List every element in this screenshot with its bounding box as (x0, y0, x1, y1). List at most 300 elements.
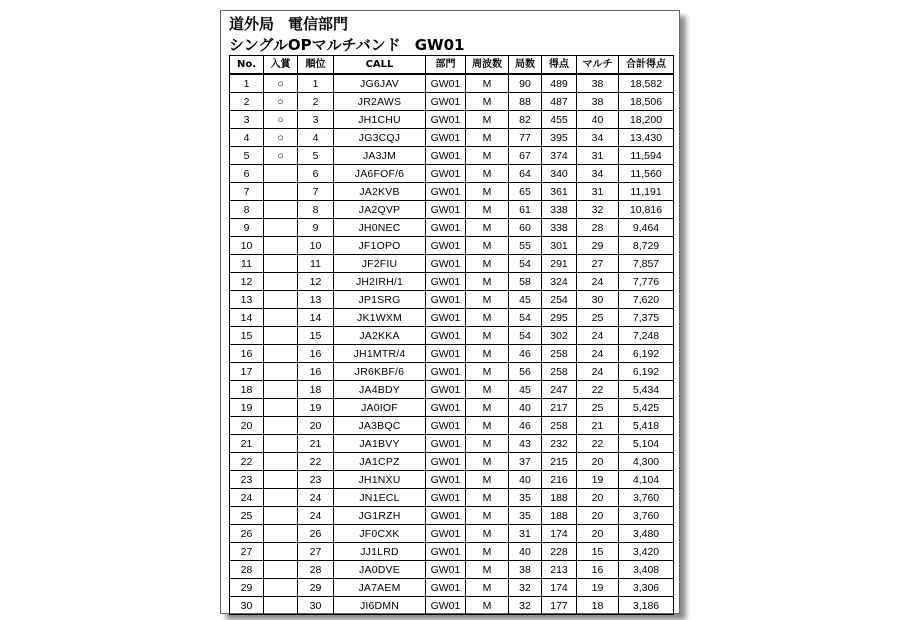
table-header-row (230, 56, 674, 75)
cell-award: ○ (264, 74, 298, 93)
cell-points: 215 (542, 453, 577, 471)
cell-rank: 13 (298, 291, 334, 309)
cell-rank: 29 (298, 579, 334, 597)
cell-award (264, 417, 298, 435)
cell-qso: 37 (509, 453, 542, 471)
cell-division: GW01 (426, 255, 466, 273)
cell-call: JK1WXM (334, 309, 426, 327)
cell-total: 9,464 (619, 219, 674, 237)
cell-no: 27 (230, 543, 264, 561)
subtitle-code: GW01 (414, 36, 465, 54)
cell-rank: 23 (298, 471, 334, 489)
cell-no: 16 (230, 345, 264, 363)
cell-no: 2 (230, 93, 264, 111)
cell-total: 6,192 (619, 345, 674, 363)
cell-award: ○ (264, 147, 298, 165)
table-row (230, 561, 674, 579)
cell-frequency: M (466, 93, 509, 111)
col-header-qso: 局数 (509, 56, 542, 75)
cell-call: JF0CXK (334, 525, 426, 543)
cell-total: 8,729 (619, 237, 674, 255)
cell-qso: 31 (509, 525, 542, 543)
cell-rank: 11 (298, 255, 334, 273)
cell-frequency: M (466, 579, 509, 597)
cell-no: 7 (230, 183, 264, 201)
cell-frequency: M (466, 417, 509, 435)
cell-qso: 56 (509, 363, 542, 381)
cell-division: GW01 (426, 579, 466, 597)
cell-points: 361 (542, 183, 577, 201)
cell-frequency: M (466, 147, 509, 165)
cell-no: 26 (230, 525, 264, 543)
cell-award (264, 255, 298, 273)
cell-division: GW01 (426, 363, 466, 381)
subtitle-division: シングルOPマルチバンド (229, 36, 401, 54)
cell-award (264, 291, 298, 309)
cell-multi: 24 (577, 273, 619, 291)
cell-qso: 82 (509, 111, 542, 129)
cell-call: JA7AEM (334, 579, 426, 597)
cell-multi: 20 (577, 507, 619, 525)
cell-multi: 15 (577, 543, 619, 561)
cell-no: 28 (230, 561, 264, 579)
cell-qso: 45 (509, 291, 542, 309)
col-header-frequency: 周波数 (466, 56, 509, 75)
cell-division: GW01 (426, 129, 466, 147)
table-body (230, 74, 674, 615)
cell-no: 15 (230, 327, 264, 345)
cell-total: 7,620 (619, 291, 674, 309)
cell-frequency: M (466, 489, 509, 507)
cell-call: JR2AWS (334, 93, 426, 111)
cell-rank: 28 (298, 561, 334, 579)
cell-award (264, 453, 298, 471)
cell-award (264, 597, 298, 615)
cell-no: 23 (230, 471, 264, 489)
table-row (230, 129, 674, 147)
cell-frequency: M (466, 183, 509, 201)
cell-total: 11,560 (619, 165, 674, 183)
cell-total: 5,425 (619, 399, 674, 417)
cell-qso: 61 (509, 201, 542, 219)
cell-division: GW01 (426, 219, 466, 237)
cell-no: 6 (230, 165, 264, 183)
cell-frequency: M (466, 327, 509, 345)
title-category: 電信部門 (288, 15, 349, 33)
cell-multi: 31 (577, 183, 619, 201)
cell-total: 18,506 (619, 93, 674, 111)
table-row (230, 399, 674, 417)
table-row (230, 435, 674, 453)
cell-total: 7,857 (619, 255, 674, 273)
cell-total: 3,408 (619, 561, 674, 579)
cell-call: JA6FOF/6 (334, 165, 426, 183)
cell-qso: 35 (509, 507, 542, 525)
cell-total: 11,594 (619, 147, 674, 165)
cell-division: GW01 (426, 309, 466, 327)
cell-multi: 24 (577, 363, 619, 381)
cell-frequency: M (466, 273, 509, 291)
table-row (230, 579, 674, 597)
table-row (230, 111, 674, 129)
cell-qso: 65 (509, 183, 542, 201)
cell-points: 455 (542, 111, 577, 129)
cell-call: JN1ECL (334, 489, 426, 507)
cell-no: 9 (230, 219, 264, 237)
cell-rank: 4 (298, 129, 334, 147)
cell-division: GW01 (426, 237, 466, 255)
cell-call: JA3JM (334, 147, 426, 165)
cell-qso: 64 (509, 165, 542, 183)
cell-no: 14 (230, 309, 264, 327)
cell-award (264, 507, 298, 525)
cell-points: 216 (542, 471, 577, 489)
title-region: 道外局 (229, 15, 275, 33)
cell-call: JH1CHU (334, 111, 426, 129)
cell-no: 13 (230, 291, 264, 309)
cell-points: 374 (542, 147, 577, 165)
cell-no: 5 (230, 147, 264, 165)
cell-frequency: M (466, 363, 509, 381)
cell-points: 228 (542, 543, 577, 561)
cell-no: 8 (230, 201, 264, 219)
cell-call: JH0NEC (334, 219, 426, 237)
cell-call: JG3CQJ (334, 129, 426, 147)
cell-qso: 40 (509, 543, 542, 561)
cell-points: 177 (542, 597, 577, 615)
cell-call: JA0IOF (334, 399, 426, 417)
cell-qso: 32 (509, 579, 542, 597)
cell-multi: 38 (577, 74, 619, 93)
cell-qso: 54 (509, 327, 542, 345)
cell-call: JF1OPO (334, 237, 426, 255)
cell-multi: 19 (577, 579, 619, 597)
cell-division: GW01 (426, 561, 466, 579)
cell-multi: 16 (577, 561, 619, 579)
cell-frequency: M (466, 525, 509, 543)
cell-multi: 24 (577, 345, 619, 363)
table-row (230, 273, 674, 291)
cell-division: GW01 (426, 399, 466, 417)
cell-rank: 19 (298, 399, 334, 417)
cell-multi: 34 (577, 165, 619, 183)
cell-award (264, 219, 298, 237)
table-row (230, 327, 674, 345)
cell-rank: 21 (298, 435, 334, 453)
page-subtitle (229, 34, 464, 55)
col-header-award: 入賞 (264, 56, 298, 75)
cell-division: GW01 (426, 93, 466, 111)
cell-rank: 18 (298, 381, 334, 399)
cell-no: 25 (230, 507, 264, 525)
cell-points: 213 (542, 561, 577, 579)
cell-call: JI6DMN (334, 597, 426, 615)
cell-no: 29 (230, 579, 264, 597)
cell-qso: 46 (509, 417, 542, 435)
table-row (230, 183, 674, 201)
cell-total: 10,816 (619, 201, 674, 219)
results-sheet (220, 10, 680, 614)
cell-call: JH1MTR/4 (334, 345, 426, 363)
cell-rank: 22 (298, 453, 334, 471)
table-row (230, 237, 674, 255)
cell-frequency: M (466, 291, 509, 309)
cell-frequency: M (466, 237, 509, 255)
cell-award (264, 435, 298, 453)
cell-total: 11,191 (619, 183, 674, 201)
cell-frequency: M (466, 471, 509, 489)
col-header-call: CALL (334, 56, 426, 75)
cell-rank: 14 (298, 309, 334, 327)
cell-frequency: M (466, 165, 509, 183)
cell-total: 6,192 (619, 363, 674, 381)
cell-no: 4 (230, 129, 264, 147)
cell-division: GW01 (426, 273, 466, 291)
cell-points: 174 (542, 579, 577, 597)
cell-multi: 29 (577, 237, 619, 255)
cell-points: 188 (542, 489, 577, 507)
table-row (230, 543, 674, 561)
cell-qso: 38 (509, 561, 542, 579)
cell-multi: 25 (577, 399, 619, 417)
cell-no: 3 (230, 111, 264, 129)
cell-points: 291 (542, 255, 577, 273)
cell-qso: 55 (509, 237, 542, 255)
cell-multi: 32 (577, 201, 619, 219)
cell-multi: 19 (577, 471, 619, 489)
cell-frequency: M (466, 543, 509, 561)
cell-division: GW01 (426, 201, 466, 219)
table-row (230, 345, 674, 363)
cell-frequency: M (466, 561, 509, 579)
cell-award: ○ (264, 93, 298, 111)
cell-multi: 18 (577, 597, 619, 615)
cell-rank: 16 (298, 345, 334, 363)
cell-multi: 25 (577, 309, 619, 327)
cell-award (264, 183, 298, 201)
table-row (230, 507, 674, 525)
cell-rank: 15 (298, 327, 334, 345)
cell-rank: 7 (298, 183, 334, 201)
cell-no: 11 (230, 255, 264, 273)
cell-multi: 20 (577, 489, 619, 507)
cell-frequency: M (466, 201, 509, 219)
cell-qso: 54 (509, 255, 542, 273)
cell-call: JR6KBF/6 (334, 363, 426, 381)
cell-award (264, 399, 298, 417)
cell-award (264, 561, 298, 579)
table-row (230, 165, 674, 183)
cell-division: GW01 (426, 435, 466, 453)
cell-division: GW01 (426, 543, 466, 561)
cell-rank: 27 (298, 543, 334, 561)
cell-division: GW01 (426, 507, 466, 525)
cell-award (264, 201, 298, 219)
cell-no: 20 (230, 417, 264, 435)
cell-points: 338 (542, 219, 577, 237)
cell-division: GW01 (426, 111, 466, 129)
cell-call: JA2KVB (334, 183, 426, 201)
cell-rank: 26 (298, 525, 334, 543)
cell-total: 5,418 (619, 417, 674, 435)
cell-total: 4,300 (619, 453, 674, 471)
cell-points: 247 (542, 381, 577, 399)
cell-points: 487 (542, 93, 577, 111)
cell-no: 30 (230, 597, 264, 615)
cell-call: JP1SRG (334, 291, 426, 309)
cell-rank: 24 (298, 507, 334, 525)
cell-qso: 32 (509, 597, 542, 615)
cell-frequency: M (466, 111, 509, 129)
table-row (230, 381, 674, 399)
cell-division: GW01 (426, 147, 466, 165)
cell-qso: 43 (509, 435, 542, 453)
table-row (230, 255, 674, 273)
cell-points: 188 (542, 507, 577, 525)
cell-frequency: M (466, 255, 509, 273)
cell-total: 7,375 (619, 309, 674, 327)
cell-award (264, 273, 298, 291)
cell-call: JG1RZH (334, 507, 426, 525)
cell-division: GW01 (426, 597, 466, 615)
cell-points: 258 (542, 345, 577, 363)
cell-qso: 90 (509, 74, 542, 93)
cell-award (264, 309, 298, 327)
cell-division: GW01 (426, 345, 466, 363)
cell-points: 301 (542, 237, 577, 255)
cell-qso: 67 (509, 147, 542, 165)
cell-award (264, 471, 298, 489)
results-table (229, 55, 674, 615)
cell-call: JH2IRH/1 (334, 273, 426, 291)
cell-division: GW01 (426, 525, 466, 543)
table-row (230, 363, 674, 381)
cell-division: GW01 (426, 327, 466, 345)
cell-division: GW01 (426, 74, 466, 93)
cell-call: JA2KKA (334, 327, 426, 345)
cell-frequency: M (466, 399, 509, 417)
cell-rank: 20 (298, 417, 334, 435)
cell-multi: 22 (577, 435, 619, 453)
cell-division: GW01 (426, 165, 466, 183)
cell-award: ○ (264, 111, 298, 129)
cell-qso: 54 (509, 309, 542, 327)
table-row (230, 453, 674, 471)
cell-no: 19 (230, 399, 264, 417)
cell-points: 324 (542, 273, 577, 291)
cell-call: JA1BVY (334, 435, 426, 453)
cell-rank: 6 (298, 165, 334, 183)
cell-award (264, 381, 298, 399)
cell-no: 21 (230, 435, 264, 453)
cell-call: JA3BQC (334, 417, 426, 435)
cell-rank: 3 (298, 111, 334, 129)
cell-total: 5,434 (619, 381, 674, 399)
cell-frequency: M (466, 381, 509, 399)
cell-rank: 10 (298, 237, 334, 255)
table-row (230, 471, 674, 489)
cell-qso: 60 (509, 219, 542, 237)
cell-qso: 35 (509, 489, 542, 507)
cell-rank: 8 (298, 201, 334, 219)
cell-multi: 20 (577, 453, 619, 471)
cell-award (264, 363, 298, 381)
cell-qso: 40 (509, 471, 542, 489)
cell-rank: 16 (298, 363, 334, 381)
page-title (229, 13, 348, 34)
cell-rank: 5 (298, 147, 334, 165)
cell-multi: 24 (577, 327, 619, 345)
cell-multi: 27 (577, 255, 619, 273)
cell-multi: 21 (577, 417, 619, 435)
cell-total: 4,104 (619, 471, 674, 489)
cell-total: 3,760 (619, 489, 674, 507)
cell-total: 3,420 (619, 543, 674, 561)
cell-qso: 88 (509, 93, 542, 111)
col-header-total: 合計得点 (619, 56, 674, 75)
cell-multi: 20 (577, 525, 619, 543)
cell-frequency: M (466, 345, 509, 363)
cell-award (264, 237, 298, 255)
cell-award (264, 165, 298, 183)
cell-award: ○ (264, 129, 298, 147)
cell-multi: 31 (577, 147, 619, 165)
cell-points: 254 (542, 291, 577, 309)
cell-division: GW01 (426, 489, 466, 507)
cell-no: 24 (230, 489, 264, 507)
table-row (230, 309, 674, 327)
cell-points: 232 (542, 435, 577, 453)
cell-rank: 30 (298, 597, 334, 615)
cell-no: 1 (230, 74, 264, 93)
cell-award (264, 345, 298, 363)
cell-qso: 58 (509, 273, 542, 291)
cell-multi: 22 (577, 381, 619, 399)
cell-no: 18 (230, 381, 264, 399)
cell-qso: 77 (509, 129, 542, 147)
cell-total: 18,582 (619, 74, 674, 93)
cell-points: 395 (542, 129, 577, 147)
cell-total: 13,430 (619, 129, 674, 147)
table-row (230, 489, 674, 507)
cell-call: JA1CPZ (334, 453, 426, 471)
cell-call: JA2QVP (334, 201, 426, 219)
col-header-division: 部門 (426, 56, 466, 75)
cell-division: GW01 (426, 417, 466, 435)
table-row (230, 93, 674, 111)
table-row (230, 74, 674, 93)
col-header-rank: 順位 (298, 56, 334, 75)
col-header-no: No. (230, 56, 264, 75)
cell-total: 7,776 (619, 273, 674, 291)
cell-call: JA4BDY (334, 381, 426, 399)
cell-rank: 2 (298, 93, 334, 111)
cell-award (264, 543, 298, 561)
col-header-points: 得点 (542, 56, 577, 75)
cell-total: 3,760 (619, 507, 674, 525)
cell-frequency: M (466, 129, 509, 147)
cell-qso: 40 (509, 399, 542, 417)
cell-division: GW01 (426, 471, 466, 489)
cell-frequency: M (466, 309, 509, 327)
table-row (230, 219, 674, 237)
cell-division: GW01 (426, 381, 466, 399)
table-row (230, 201, 674, 219)
table-row (230, 147, 674, 165)
table-row (230, 597, 674, 615)
cell-award (264, 489, 298, 507)
cell-points: 258 (542, 417, 577, 435)
